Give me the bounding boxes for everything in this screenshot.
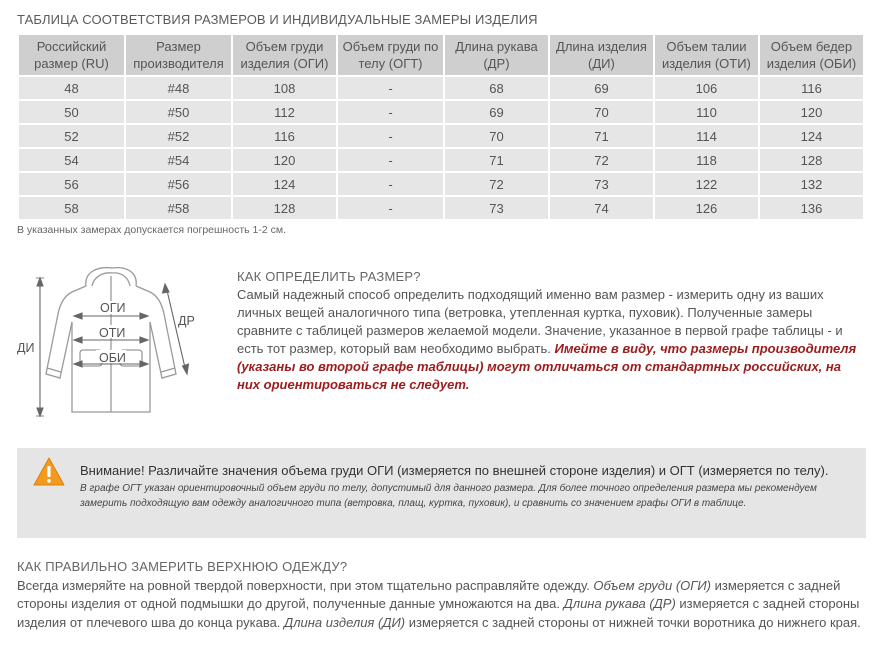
- size-guide-text: Самый надежный способ определить подходящий именно вам размер - измерить одну из ваших личных вещей аналогичного типа (ветровка, утепленная куртка, пуховик). Полученные замеры сравните с таблицей размеров желаемой модели. Значение, указанное в первой графе таблицы - и есть тот размер, который вам необходимо выбрать. Имейте в виду, что размеры производителя (указаны во второй графе таблицы) могут отличаться от стандартных российских, на них ориентироваться не следует.: [237, 287, 857, 392]
- cell: 69: [549, 76, 654, 100]
- cell: 70: [549, 100, 654, 124]
- cell: 124: [759, 124, 864, 148]
- cell: 71: [444, 148, 549, 172]
- cell: 74: [549, 196, 654, 220]
- cell: #58: [125, 196, 232, 220]
- size-guide-warning: Имейте в виду, что размеры производителя (указаны во второй графе таблицы) могут отличаться от стандартных российских, на них ориентироваться не следует.: [237, 341, 857, 392]
- table-row: [18, 100, 864, 124]
- cell: 72: [444, 172, 549, 196]
- cell: 132: [759, 172, 864, 196]
- size-guide-section: [237, 268, 857, 394]
- col-header-ogi: Объем груди изделия (ОГИ): [232, 34, 337, 76]
- table-row: [18, 124, 864, 148]
- cell: -: [337, 196, 444, 220]
- cell: 116: [759, 76, 864, 100]
- cell: 58: [18, 196, 125, 220]
- cell: 110: [654, 100, 759, 124]
- cell: 124: [232, 172, 337, 196]
- size-guide-heading: КАК ОПРЕДЕЛИТЬ РАЗМЕР?: [237, 269, 421, 284]
- cell: 54: [18, 148, 125, 172]
- cell: 114: [654, 124, 759, 148]
- obi-label: ОБИ: [99, 351, 126, 365]
- cell: 52: [18, 124, 125, 148]
- cell: 136: [759, 196, 864, 220]
- measure-guide-text: Всегда измеряйте на ровной твердой поверхности, при этом тщательно расправляйте одежду. Объем груди (ОГИ) измеряется с задней стороны изделия от одной подмышки до другой, полученные данные умножаются на два. Длина рукава (ДР) измеряется с задней стороны изделия от плечевого шва до конца рукава. Длина изделия (ДИ) измеряется с задней стороны от нижней точки воротника до нижнего края.: [17, 577, 861, 630]
- dr-label: ДР: [178, 314, 195, 328]
- col-header-oti: Объем талии изделия (ОТИ): [654, 34, 759, 76]
- tolerance-note: В указанных замерах допускается погрешность 1-2 см.: [17, 224, 286, 236]
- table-header-row: [18, 34, 864, 76]
- cell: -: [337, 100, 444, 124]
- size-table: [17, 33, 865, 221]
- cell: 112: [232, 100, 337, 124]
- cell: 120: [232, 148, 337, 172]
- ogi-label: ОГИ: [100, 301, 126, 315]
- cell: -: [337, 172, 444, 196]
- cell: -: [337, 124, 444, 148]
- col-header-maker: Размер производителя: [125, 34, 232, 76]
- cell: 116: [232, 124, 337, 148]
- coat-diagram-icon: [16, 262, 200, 422]
- cell: 106: [654, 76, 759, 100]
- attention-box: [17, 448, 866, 538]
- page-title: ТАБЛИЦА СООТВЕТСТВИЯ РАЗМЕРОВ И ИНДИВИДУАЛЬНЫЕ ЗАМЕРЫ ИЗДЕЛИЯ: [17, 12, 538, 27]
- cell: 122: [654, 172, 759, 196]
- col-header-dr: Длина рукава (ДР): [444, 34, 549, 76]
- oti-label: ОТИ: [99, 326, 126, 340]
- col-header-obi: Объем бедер изделия (ОБИ): [759, 34, 864, 76]
- cell: 56: [18, 172, 125, 196]
- attention-main-text: Внимание! Различайте значения объема груди ОГИ (измеряется по внешней стороне изделия) и ОГТ (измеряется по телу).: [80, 463, 829, 478]
- col-header-di: Длина изделия (ДИ): [549, 34, 654, 76]
- table-row: [18, 172, 864, 196]
- table-row: [18, 148, 864, 172]
- table-row: [18, 76, 864, 100]
- cell: 72: [549, 148, 654, 172]
- cell: 108: [232, 76, 337, 100]
- cell: 71: [549, 124, 654, 148]
- cell: -: [337, 148, 444, 172]
- cell: 128: [232, 196, 337, 220]
- cell: 50: [18, 100, 125, 124]
- cell: 69: [444, 100, 549, 124]
- warning-icon: [33, 456, 65, 488]
- cell: #52: [125, 124, 232, 148]
- cell: 118: [654, 148, 759, 172]
- cell: 126: [654, 196, 759, 220]
- cell: -: [337, 76, 444, 100]
- cell: #56: [125, 172, 232, 196]
- di-label: ДИ: [17, 341, 35, 355]
- attention-detail-text: В графе ОГТ указан ориентировочный объем груди по телу, допустимый для данного размера. Для более точного определения размера мы рекомендуем замерить подходящую вам одежду аналогичного типа (ветровка, плащ, куртка, пуховик), и сравнить со значением графы ОГИ в таблице.: [80, 483, 817, 509]
- cell: 128: [759, 148, 864, 172]
- table-row: [18, 196, 864, 220]
- col-header-ru: Российский размер (RU): [18, 34, 125, 76]
- measure-guide-heading: КАК ПРАВИЛЬНО ЗАМЕРИТЬ ВЕРХНЮЮ ОДЕЖДУ?: [17, 559, 348, 574]
- cell: #48: [125, 76, 232, 100]
- cell: 73: [444, 196, 549, 220]
- cell: 48: [18, 76, 125, 100]
- cell: 70: [444, 124, 549, 148]
- cell: #54: [125, 148, 232, 172]
- measure-guide-section: [17, 558, 867, 632]
- cell: 120: [759, 100, 864, 124]
- cell: 68: [444, 76, 549, 100]
- cell: 73: [549, 172, 654, 196]
- col-header-ogt: Объем груди по телу (ОГТ): [337, 34, 444, 76]
- cell: #50: [125, 100, 232, 124]
